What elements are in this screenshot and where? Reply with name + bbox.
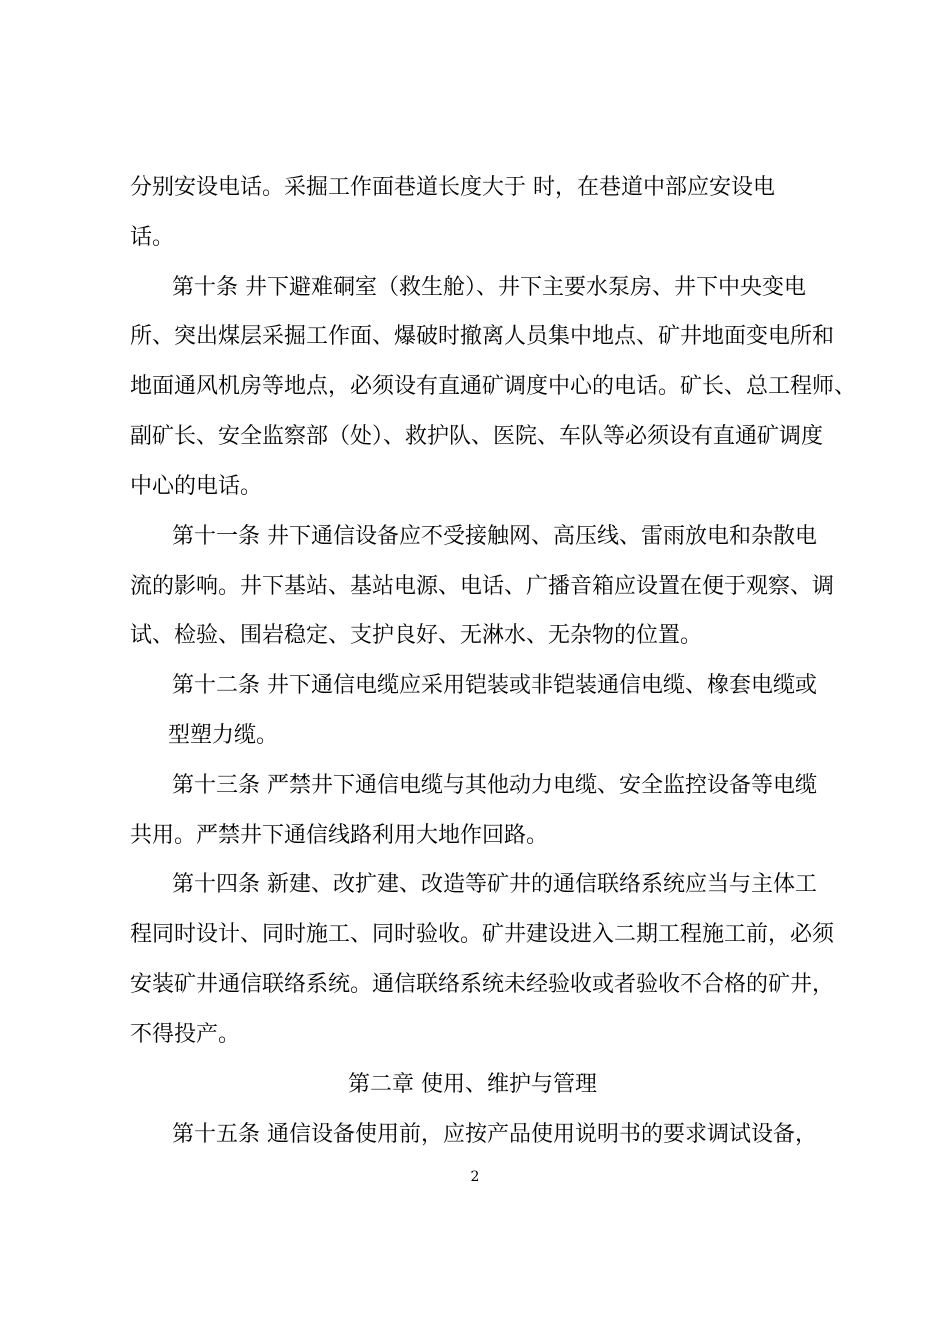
body-line: 安装矿井通信联络系统。通信联络系统未经验收或者验收不合格的矿井， [130,972,835,997]
article-14-heading-line: 第十四条 新建、改扩建、改造等矿井的通信联络系统应当与主体工 [172,872,817,897]
body-line: 流的影响。井下基站、基站电源、电话、广播音箱应设置在便于观察、调 [130,574,835,599]
article-12-heading-line: 第十二条 井下通信电缆应采用铠装或非铠装通信电缆、橡套电缆或 [172,673,817,698]
body-line: 地面通风机房等地点，必须设有直通矿调度中心的电话。矿长、总工程师、 [130,374,857,399]
article-13-heading-line: 第十三条 严禁井下通信电缆与其他动力电缆、安全监控设备等电缆 [172,773,817,798]
body-line: 分别安设电话。采掘工作面巷道长度大于 时，在巷道中部应安设电 [130,175,775,200]
body-line: 型塑力缆。 [168,723,279,748]
body-line: 副矿长、安全监察部（处）、救护队、医院、车队等必须设有直通矿调度 [130,424,824,449]
page-number: 2 [470,1169,480,1185]
body-line: 共用。严禁井下通信线路利用大地作回路。 [130,823,549,848]
body-line: 中心的电话。 [130,474,263,499]
chapter-heading: 第二章 使用、维护与管理 [348,1072,597,1097]
article-10-heading-line: 第十条 井下避难硐室（救生舱）、井下主要水泵房、井下中央变电 [172,275,806,300]
body-line: 话。 [130,225,175,250]
article-11-heading-line: 第十一条 井下通信设备应不受接触网、高压线、雷雨放电和杂散电 [172,524,817,549]
body-line: 试、检验、围岩稳定、支护良好、无淋水、无杂物的位置。 [130,623,703,648]
body-line: 不得投产。 [130,1022,241,1047]
body-line: 程同时设计、同时施工、同时验收。矿井建设进入二期工程施工前，必须 [130,922,835,947]
article-15-heading-line: 第十五条 通信设备使用前，应按产品使用说明书的要求调试设备， [172,1122,817,1147]
body-line: 所、突出煤层采掘工作面、爆破时撤离人员集中地点、矿井地面变电所和 [130,324,835,349]
